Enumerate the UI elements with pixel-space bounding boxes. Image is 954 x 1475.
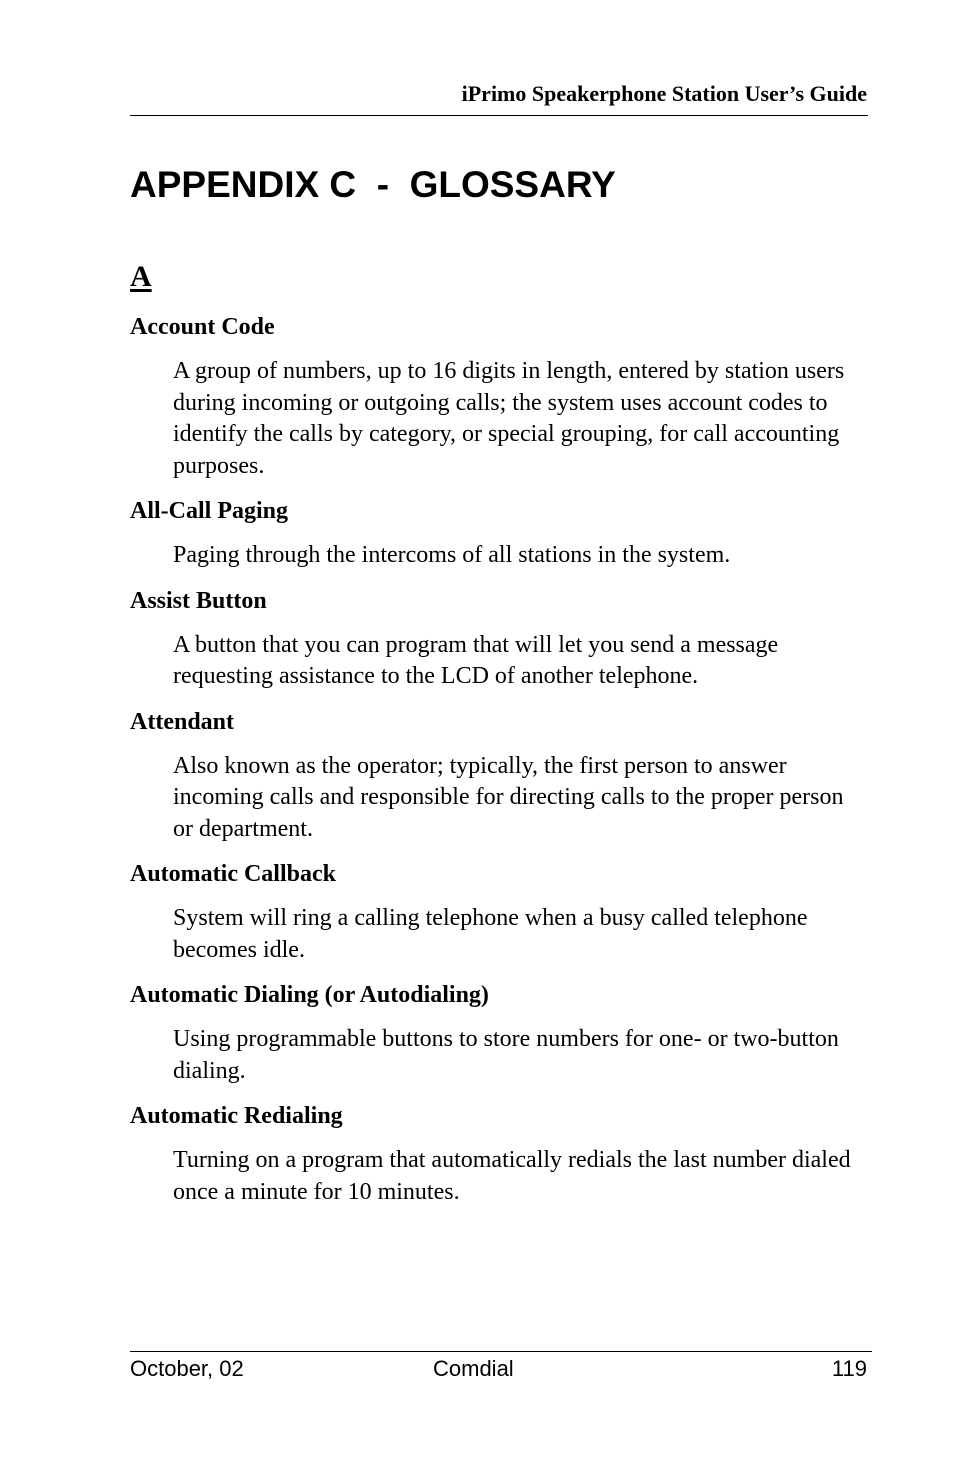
header-divider xyxy=(130,115,868,116)
glossary-entry xyxy=(130,980,870,1087)
footer-company: Comdial xyxy=(433,1356,514,1381)
section-letter: A xyxy=(130,260,152,293)
footer-date: October, 02 xyxy=(130,1356,244,1381)
glossary-term: Automatic Redialing xyxy=(130,1103,343,1129)
glossary-term: Assist Button xyxy=(130,587,267,614)
glossary-definition: A button that you can program that will let you send a message requesting assistance to the LCD of another telephone. xyxy=(173,631,779,689)
glossary-entry xyxy=(130,586,870,693)
glossary-definition: Paging through the intercoms of all stations in the system. xyxy=(173,542,731,568)
glossary-entry xyxy=(130,707,870,846)
glossary-entry xyxy=(130,496,870,572)
glossary-definition: Using programmable buttons to store numbers for one- or two-button dialing. xyxy=(173,1026,839,1084)
page-title: APPENDIX C - GLOSSARY xyxy=(130,164,616,205)
glossary-entry xyxy=(130,859,870,966)
glossary-term: Automatic Dialing (or Autodialing) xyxy=(130,982,489,1008)
running-header: iPrimo Speakerphone Station User’s Guide xyxy=(461,81,867,106)
footer-divider xyxy=(130,1351,872,1352)
glossary-definition: A group of numbers, up to 16 digits in length, entered by station users during incoming or outgoing calls; the system uses account codes to identify the calls by category, or special grouping, for call accounting purposes. xyxy=(173,358,845,479)
glossary-term: All-Call Paging xyxy=(130,498,289,524)
glossary-entry xyxy=(130,1101,870,1208)
glossary-definition: System will ring a calling telephone when a busy called telephone becomes idle. xyxy=(173,905,808,963)
glossary-term: Attendant xyxy=(130,708,235,735)
glossary-entry xyxy=(130,312,870,482)
glossary-term: Account Code xyxy=(130,314,275,340)
glossary-list xyxy=(130,312,870,1222)
glossary-term: Automatic Callback xyxy=(130,861,336,887)
glossary-definition: Turning on a program that automatically redials the last number dialed once a minute for 10 minutes. xyxy=(173,1147,851,1205)
footer-page-number: 119 xyxy=(831,1356,867,1381)
glossary-definition: Also known as the operator; typically, the first person to answer incoming calls and responsible for directing calls to the proper person or department. xyxy=(173,752,844,842)
